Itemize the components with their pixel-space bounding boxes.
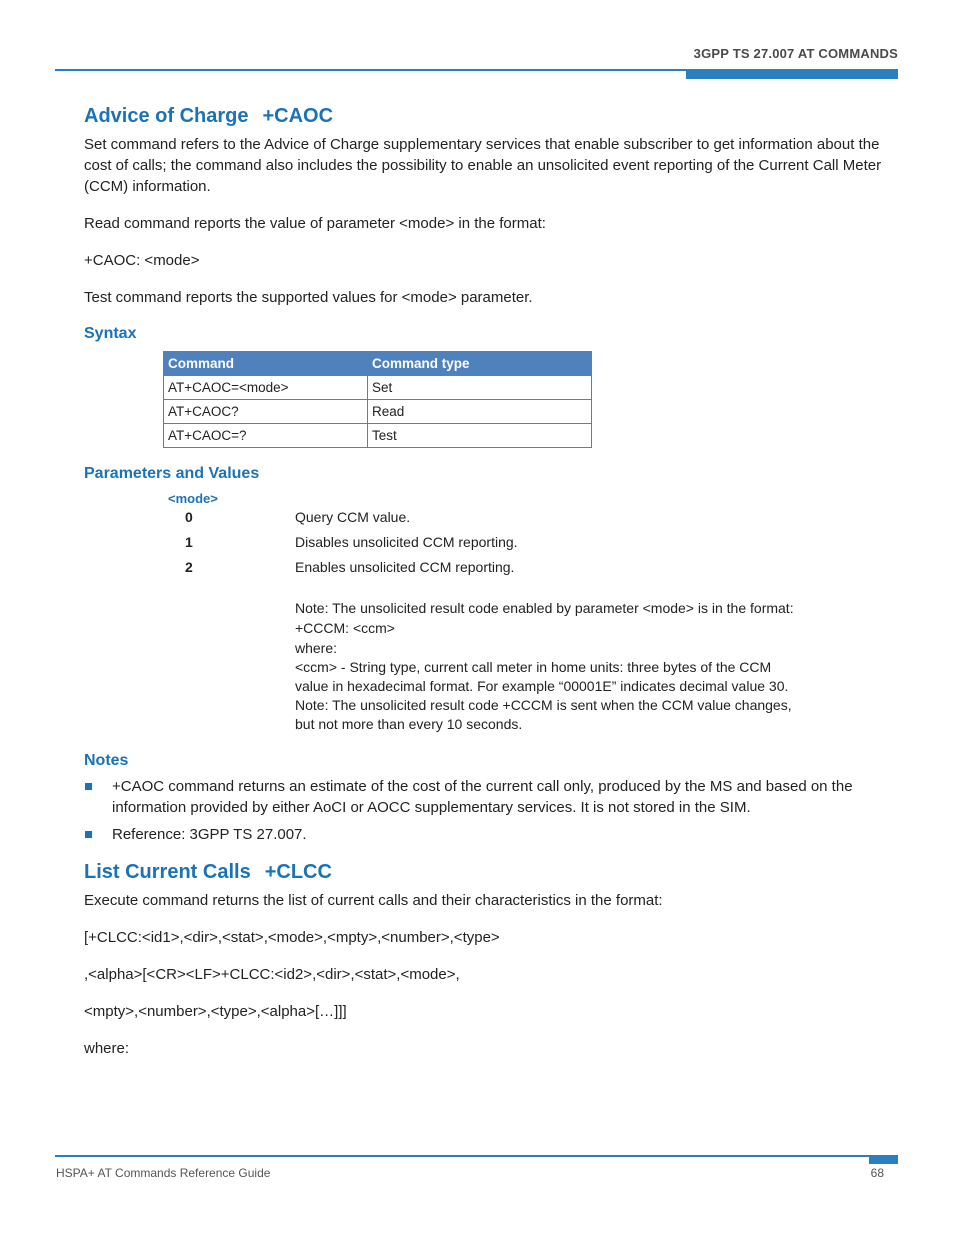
caoc-read-desc: Read command reports the value of parameter <mode> in the format: — [84, 215, 546, 232]
clcc-command: +CLCC — [264, 861, 332, 883]
note-line: Note: The unsolicited result code enabled by parameter <mode> is in the format: — [295, 600, 794, 616]
params-heading: Parameters and Values — [84, 465, 260, 482]
page-content — [84, 105, 894, 1059]
table-cell-type: Set — [368, 376, 592, 400]
list-item — [84, 776, 894, 818]
running-header: 3GPP TS 27.007 AT COMMANDS — [693, 46, 898, 61]
table-cell-type: Read — [368, 400, 592, 424]
note-line: <ccm> - String type, current call meter in home units: three bytes of the CCM — [295, 659, 772, 675]
caoc-heading — [84, 105, 894, 128]
notes-heading: Notes — [84, 752, 129, 769]
footer-accent-bar — [869, 1155, 898, 1164]
table-header-row — [164, 352, 592, 376]
footer-guide-title: HSPA+ AT Commands Reference Guide — [56, 1166, 271, 1180]
param-value-desc: Query CCM value. — [295, 509, 411, 525]
table-header-type: Command type — [368, 352, 592, 376]
param-value-desc: Enables unsolicited CCM reporting. — [295, 559, 515, 575]
caoc-description: Set command refers to the Advice of Charge supplementary services that enable subscriber to get information about the cost of calls; the command also includes the possibility to enable an unsolicited event reporting of the Current Call Meter (CCM) information. — [84, 136, 882, 195]
note-line: where: — [295, 640, 338, 656]
caoc-title: Advice of Charge — [84, 105, 249, 127]
note-line: value in hexadecimal format. For example “00001E” indicates decimal value 30. — [295, 678, 789, 694]
param-value-key: 1 — [185, 534, 193, 550]
note-line: +CCCM: <ccm> — [295, 620, 395, 636]
note-text: +CAOC command returns an estimate of the cost of the current call only, produced by the MS and based on the information provided by either AoCI or AOCC supplementary services. It is not stored in the SIM. — [112, 778, 853, 816]
clcc-title: List Current Calls — [84, 861, 251, 883]
param-note — [295, 598, 894, 734]
list-item — [84, 824, 894, 845]
param-value-row — [84, 559, 894, 584]
param-value-key: 0 — [185, 509, 193, 525]
clcc-format-line: <mpty>,<number>,<type>,<alpha>[…]]] — [84, 1003, 347, 1020]
note-line: but not more than every 10 seconds. — [295, 716, 523, 732]
param-name: <mode> — [168, 491, 218, 506]
param-value-key: 2 — [185, 559, 193, 575]
note-text: Reference: 3GPP TS 27.007. — [112, 826, 307, 843]
clcc-heading — [84, 861, 894, 884]
clcc-where: where: — [84, 1040, 130, 1057]
header-accent-bar — [686, 70, 898, 79]
table-row — [164, 400, 592, 424]
page-number: 68 — [870, 1166, 884, 1180]
param-value-row — [84, 509, 894, 534]
table-row — [164, 424, 592, 448]
caoc-test-desc: Test command reports the supported values for <mode> parameter. — [84, 289, 533, 306]
caoc-read-format: +CAOC: <mode> — [84, 252, 200, 269]
bullet-square-icon — [85, 831, 92, 838]
param-values-list — [84, 509, 894, 584]
table-cell-type: Test — [368, 424, 592, 448]
table-header-command: Command — [164, 352, 368, 376]
table-cell-command: AT+CAOC? — [164, 400, 368, 424]
footer-rule — [55, 1155, 898, 1157]
param-value-row — [84, 534, 894, 559]
clcc-format-line: [+CLCC:<id1>,<dir>,<stat>,<mode>,<mpty>,<number>,<type> — [84, 929, 500, 946]
table-row — [164, 376, 592, 400]
bullet-square-icon — [85, 783, 92, 790]
caoc-command: +CAOC — [262, 105, 334, 127]
table-cell-command: AT+CAOC=? — [164, 424, 368, 448]
syntax-table — [163, 351, 592, 448]
table-cell-command: AT+CAOC=<mode> — [164, 376, 368, 400]
note-line: Note: The unsolicited result code +CCCM is sent when the CCM value changes, — [295, 697, 792, 713]
param-value-desc: Disables unsolicited CCM reporting. — [295, 534, 518, 550]
syntax-heading: Syntax — [84, 325, 137, 342]
clcc-description: Execute command returns the list of current calls and their characteristics in the format: — [84, 892, 663, 909]
clcc-format-line: ,<alpha>[<CR><LF>+CLCC:<id2>,<dir>,<stat>,<mode>, — [84, 966, 460, 983]
